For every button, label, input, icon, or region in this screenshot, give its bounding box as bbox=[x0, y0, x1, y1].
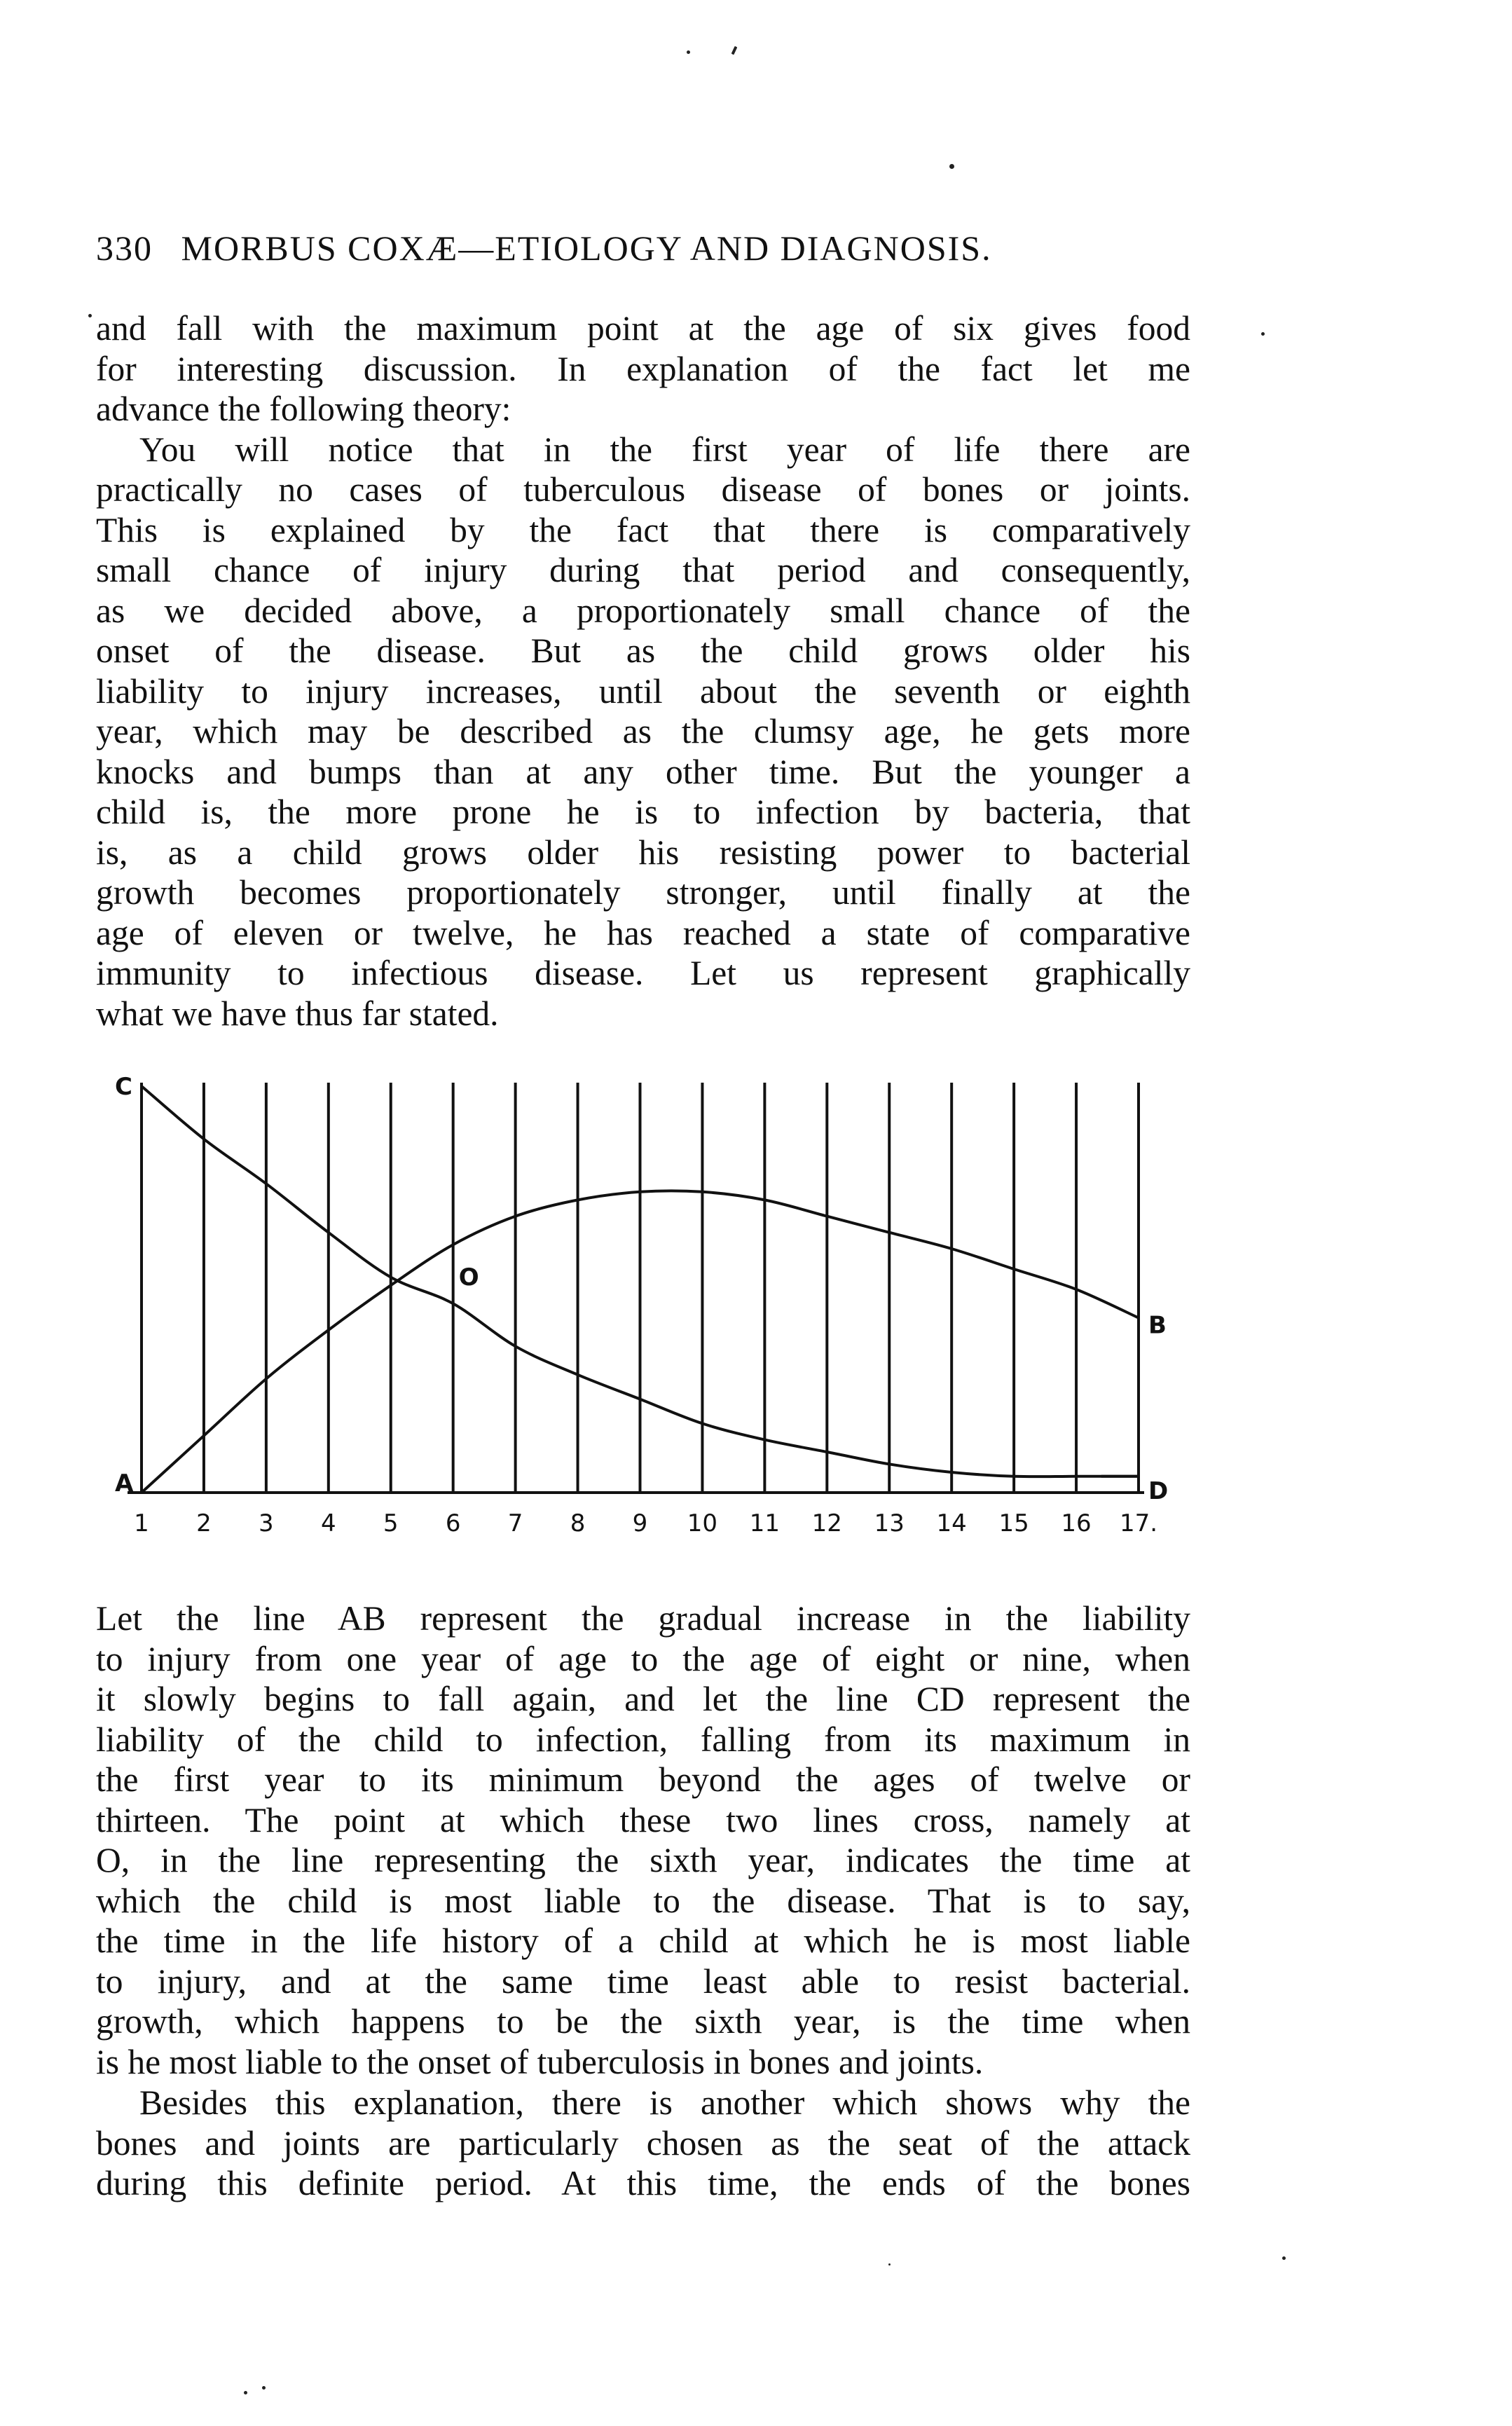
text-line: it slowly begins to fall again, and let the line CD represent the bbox=[96, 1680, 1190, 1718]
text-line: the first year to its minimum beyond the ages of twelve or bbox=[96, 1760, 1190, 1799]
tick-label: 5 bbox=[383, 1509, 399, 1537]
tick-label: 2 bbox=[196, 1509, 212, 1537]
text-line: is he most liable to the onset of tuberculosis in bones and joints. bbox=[96, 2042, 984, 2081]
text-line: liability of the child to infection, falling from its maximum in bbox=[96, 1720, 1190, 1759]
text-line: advance the following theory: bbox=[96, 390, 511, 428]
text-line: during this definite period. At this time, the ends of the bones bbox=[96, 2164, 1190, 2202]
page-number: 330 bbox=[96, 228, 153, 268]
text-line: age of eleven or twelve, he has reached a state of comparative bbox=[96, 913, 1190, 952]
text-line: to injury, and at the same time least able to resist bacterial. bbox=[96, 1961, 1190, 2001]
tick-label: 3 bbox=[259, 1509, 274, 1537]
series-start-label: C bbox=[115, 1073, 132, 1101]
text-line: practically no cases of tuberculous disease of bones or joints. bbox=[96, 470, 1190, 509]
text-line: the time in the life history of a child at which he is most liable bbox=[96, 1921, 1190, 1960]
text-line: onset of the disease. But as the child grows older his bbox=[96, 631, 1190, 670]
tick-label: 6 bbox=[445, 1509, 461, 1537]
text-line: for interesting discussion. In explanation of the fact let me bbox=[96, 349, 1190, 388]
text-line: is, as a child grows older his resisting power to bacterial bbox=[96, 832, 1190, 872]
text-line: to injury from one year of age to the age of eight or nine, when bbox=[96, 1639, 1190, 1678]
series-end-label: D bbox=[1148, 1476, 1169, 1505]
text-line: thirteen. The point at which these two lines cross, namely at bbox=[96, 1800, 1190, 1839]
paragraph-besides bbox=[96, 2083, 1190, 2204]
text-line: growth, which happens to be the sixth year, is the time when bbox=[96, 2002, 1190, 2041]
tick-label: 16 bbox=[1061, 1509, 1092, 1537]
text-line: child is, the more prone he is to infection by bacteria, that bbox=[96, 793, 1190, 831]
tick-label: 7 bbox=[507, 1509, 523, 1537]
text-line: O, in the line representing the sixth year, indicates the time at bbox=[96, 1841, 1190, 1879]
tick-label: 13 bbox=[874, 1509, 905, 1537]
text-line: and fall with the maximum point at the age of six gives food bbox=[96, 309, 1190, 348]
text-line: which the child is most liable to the disease. That is to say, bbox=[96, 1881, 1190, 1920]
paragraph-explanation bbox=[96, 1598, 1190, 2082]
chart-svg bbox=[98, 1069, 1219, 1559]
paragraph-intro bbox=[96, 308, 1190, 1034]
tick-label: 12 bbox=[811, 1509, 842, 1537]
series-start-label: A bbox=[115, 1469, 134, 1498]
text-line: growth becomes proportionately stronger, until finally at the bbox=[96, 873, 1190, 912]
tick-label: 9 bbox=[632, 1509, 648, 1537]
text-line: You will notice that in the first year of life there are bbox=[139, 430, 1190, 469]
series-end-label: B bbox=[1148, 1311, 1167, 1340]
text-line: This is explained by the fact that there is comparatively bbox=[96, 510, 1190, 549]
text-line: what we have thus far stated. bbox=[96, 994, 499, 1033]
text-line: immunity to infectious disease. Let us represent graphically bbox=[96, 954, 1190, 992]
text-line: knocks and bumps than at any other time. But the younger a bbox=[96, 752, 1190, 791]
text-line: liability to injury increases, until about the seventh or eighth bbox=[96, 671, 1190, 711]
text-line: Let the line AB represent the gradual increase in the liability bbox=[96, 1599, 1190, 1638]
running-header bbox=[96, 228, 1189, 268]
text-line: year, which may be described as the clumsy age, he gets more bbox=[96, 712, 1190, 751]
liability-chart bbox=[98, 1069, 1219, 1559]
text-line: small chance of injury during that period and consequently, bbox=[96, 551, 1190, 589]
text-line: bones and joints are particularly chosen as the seat of the attack bbox=[96, 2123, 1190, 2163]
text-line: as we decided above, a proportionately small chance of the bbox=[96, 591, 1190, 630]
tick-label: 4 bbox=[320, 1509, 336, 1537]
tick-label: 14 bbox=[936, 1509, 967, 1537]
tick-label: 10 bbox=[687, 1509, 718, 1537]
crossing-point-label: O bbox=[458, 1263, 479, 1292]
tick-label: 15 bbox=[998, 1509, 1029, 1537]
text-line: Besides this explanation, there is another which shows why the bbox=[139, 2083, 1190, 2122]
tick-label: 8 bbox=[570, 1509, 586, 1537]
tick-label: 17. bbox=[1119, 1509, 1158, 1537]
running-title: MORBUS COXÆ—ETIOLOGY AND DIAGNOSIS. bbox=[181, 228, 992, 268]
tick-label: 1 bbox=[134, 1509, 149, 1537]
tick-label: 11 bbox=[749, 1509, 781, 1537]
